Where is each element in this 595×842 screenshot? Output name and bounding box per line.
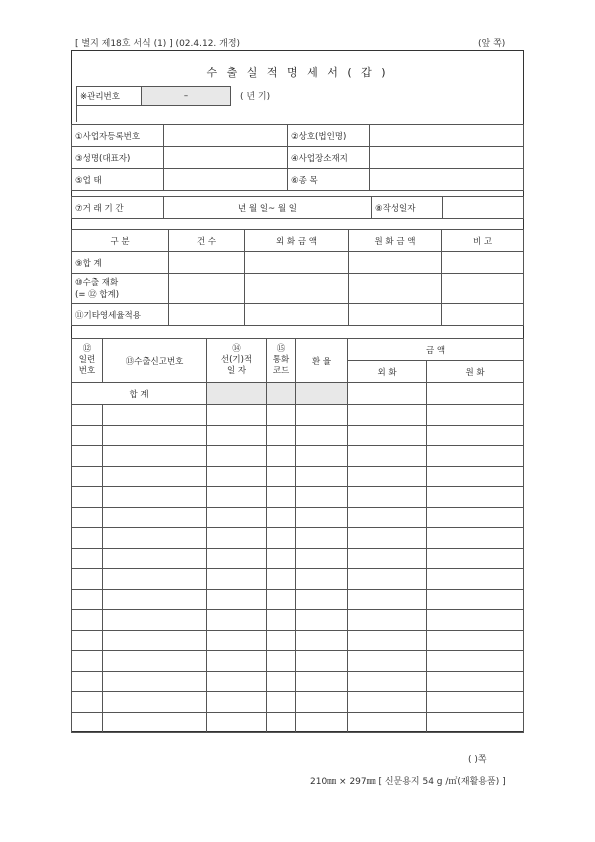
cell[interactable] [267, 487, 296, 508]
cell[interactable] [427, 528, 524, 549]
table-row [72, 548, 524, 569]
cell[interactable] [348, 383, 427, 405]
cell[interactable] [169, 252, 245, 274]
cell[interactable] [267, 548, 296, 569]
cell[interactable] [103, 507, 207, 528]
cell[interactable] [207, 528, 267, 549]
summary-header: 비 고 [442, 230, 524, 252]
cell[interactable] [427, 651, 524, 672]
cell[interactable] [348, 589, 427, 610]
cell[interactable] [348, 425, 427, 446]
cell [207, 383, 267, 405]
serial-header: ⑫ 일련 번호 [72, 339, 103, 383]
cell[interactable] [267, 446, 296, 467]
item-label: ⑥종 목 [288, 169, 370, 191]
cell[interactable] [267, 466, 296, 487]
cell[interactable] [427, 548, 524, 569]
type-field[interactable] [164, 169, 288, 191]
mgmt-table [76, 86, 231, 122]
cell[interactable] [72, 528, 103, 549]
detail-total-label: 합 계 [72, 383, 207, 405]
cell[interactable] [72, 405, 103, 426]
cell[interactable] [207, 405, 267, 426]
cell[interactable] [427, 425, 524, 446]
table-row [72, 528, 524, 549]
summary-header: 구 분 [72, 230, 169, 252]
cell[interactable] [103, 405, 207, 426]
cell[interactable] [103, 712, 207, 733]
cell[interactable] [267, 405, 296, 426]
cell[interactable] [348, 651, 427, 672]
cell[interactable] [348, 466, 427, 487]
cell[interactable] [72, 712, 103, 733]
cell[interactable] [207, 630, 267, 651]
cell[interactable] [72, 589, 103, 610]
cell[interactable] [296, 589, 348, 610]
table-row [72, 712, 524, 733]
cell[interactable] [72, 446, 103, 467]
cell[interactable] [427, 630, 524, 651]
cell[interactable] [207, 487, 267, 508]
cell[interactable] [267, 507, 296, 528]
cell[interactable] [267, 630, 296, 651]
summary-export-label [72, 274, 169, 304]
period-label: ⑦거 래 기 간 [72, 197, 164, 219]
name-label: ②상호(법인명) [288, 125, 370, 147]
cell[interactable] [348, 610, 427, 631]
table-row [72, 671, 524, 692]
cell[interactable] [267, 651, 296, 672]
cell[interactable] [72, 651, 103, 672]
cell[interactable] [207, 446, 267, 467]
cell[interactable] [72, 466, 103, 487]
cell[interactable] [103, 671, 207, 692]
cell[interactable] [427, 383, 524, 405]
form-title: 수 출 실 적 명 세 서 ( 갑 ) [206, 66, 389, 79]
cell[interactable] [296, 528, 348, 549]
export-goods-sum: (= ⑫ 합계) [75, 289, 120, 300]
cell[interactable] [103, 589, 207, 610]
cell[interactable] [348, 712, 427, 733]
cell[interactable] [103, 425, 207, 446]
cell[interactable] [296, 712, 348, 733]
cell[interactable] [72, 630, 103, 651]
cell[interactable] [103, 569, 207, 590]
cell[interactable] [427, 610, 524, 631]
table-row [72, 487, 524, 508]
cell[interactable] [267, 589, 296, 610]
type-label: ⑤업 태 [72, 169, 164, 191]
cell[interactable] [348, 569, 427, 590]
period-table [71, 196, 524, 219]
item-field[interactable] [370, 169, 524, 191]
cell[interactable] [348, 671, 427, 692]
period-field[interactable]: 년 월 일~ 월 일 [164, 197, 372, 219]
table-row [72, 466, 524, 487]
cell[interactable] [245, 304, 349, 326]
cell[interactable] [442, 304, 524, 326]
cell[interactable] [207, 569, 267, 590]
cell[interactable] [207, 425, 267, 446]
cell[interactable] [427, 487, 524, 508]
table-row [72, 610, 524, 631]
cell[interactable] [427, 589, 524, 610]
cell[interactable] [72, 425, 103, 446]
rep-field[interactable] [164, 147, 288, 169]
summary-total-label: ⑨합 계 [72, 252, 169, 274]
cell [267, 383, 296, 405]
cell[interactable] [348, 548, 427, 569]
cell[interactable] [442, 274, 524, 304]
cell[interactable] [103, 548, 207, 569]
cell[interactable] [427, 569, 524, 590]
cell[interactable] [267, 712, 296, 733]
cell[interactable] [348, 630, 427, 651]
summary-header: 외 화 금 액 [245, 230, 349, 252]
cell[interactable] [427, 671, 524, 692]
cell[interactable] [72, 569, 103, 590]
amount-header: 금 액 [348, 339, 524, 361]
cell[interactable] [207, 589, 267, 610]
form-number: [ 별지 제18호 서식 (1) ] (02.4.12. 개정) [75, 39, 241, 49]
cell[interactable] [348, 692, 427, 713]
cell[interactable] [267, 671, 296, 692]
cell[interactable] [267, 425, 296, 446]
cell[interactable] [296, 692, 348, 713]
cell[interactable] [103, 610, 207, 631]
cell[interactable] [349, 304, 442, 326]
cell[interactable] [207, 610, 267, 631]
cell[interactable] [296, 569, 348, 590]
cell[interactable] [296, 671, 348, 692]
cell[interactable] [103, 651, 207, 672]
table-row [72, 507, 524, 528]
cell[interactable] [207, 651, 267, 672]
cell[interactable] [296, 651, 348, 672]
mgmt-value[interactable]: – [142, 87, 231, 106]
cell[interactable] [296, 466, 348, 487]
cell[interactable] [267, 610, 296, 631]
address-label: ④사업장소재지 [288, 147, 370, 169]
table-row [72, 569, 524, 590]
cell[interactable] [296, 630, 348, 651]
cell[interactable] [103, 487, 207, 508]
cell [296, 383, 348, 405]
cell[interactable] [72, 487, 103, 508]
cell[interactable] [296, 425, 348, 446]
cell[interactable] [207, 548, 267, 569]
cell[interactable] [427, 712, 524, 733]
export-goods: ⑩수출 재화 [75, 277, 119, 288]
cell[interactable] [296, 610, 348, 631]
cell[interactable] [296, 487, 348, 508]
cell[interactable] [72, 507, 103, 528]
cell[interactable] [427, 507, 524, 528]
page-side: (앞 쪽) [478, 39, 506, 49]
table-row [72, 405, 524, 426]
cell[interactable] [169, 274, 245, 304]
cell[interactable] [72, 548, 103, 569]
cell[interactable] [427, 692, 524, 713]
cell[interactable] [349, 274, 442, 304]
cell[interactable] [296, 446, 348, 467]
cell[interactable] [427, 466, 524, 487]
cell[interactable] [207, 671, 267, 692]
rep-label: ③성명(대표자) [72, 147, 164, 169]
cell[interactable] [245, 252, 349, 274]
cell[interactable] [296, 548, 348, 569]
table-row [72, 630, 524, 651]
cell[interactable] [72, 671, 103, 692]
cell[interactable] [267, 569, 296, 590]
cell[interactable] [103, 446, 207, 467]
paper-spec: 210㎜ × 297㎜ [ 신문용지 54 g /㎡(재활용품) ] [310, 777, 506, 787]
cell[interactable] [427, 405, 524, 426]
cell[interactable] [267, 528, 296, 549]
decl-header: ⑬수출신고번호 [103, 339, 207, 383]
summary-header: 건 수 [169, 230, 245, 252]
cell[interactable] [103, 630, 207, 651]
cell[interactable] [348, 487, 427, 508]
cell[interactable] [103, 528, 207, 549]
cell[interactable] [207, 712, 267, 733]
biz-no-label: ①사업자등록번호 [72, 125, 164, 147]
cell[interactable] [348, 446, 427, 467]
cell[interactable] [72, 610, 103, 631]
cell[interactable] [442, 252, 524, 274]
cell[interactable] [348, 405, 427, 426]
cell[interactable] [296, 405, 348, 426]
cell[interactable] [103, 692, 207, 713]
biz-no-field[interactable] [164, 125, 288, 147]
name-field[interactable] [370, 125, 524, 147]
cell[interactable] [72, 692, 103, 713]
cell[interactable] [207, 466, 267, 487]
cell[interactable] [348, 528, 427, 549]
cell[interactable] [267, 692, 296, 713]
detail-table [71, 338, 524, 733]
cell[interactable] [296, 507, 348, 528]
date-label: ⑧작성일자 [372, 197, 443, 219]
page-count: ( )쪽 [468, 755, 487, 765]
ship-date-header: ⑭ 선(기)적 일 자 [207, 339, 267, 383]
address-field[interactable] [370, 147, 524, 169]
summary-header: 원 화 금 액 [349, 230, 442, 252]
tax-period: ( 년 기) [240, 92, 271, 102]
won-header: 원 화 [427, 361, 524, 383]
cell[interactable] [207, 507, 267, 528]
table-row [72, 692, 524, 713]
cell[interactable] [348, 507, 427, 528]
cell[interactable] [245, 274, 349, 304]
cell[interactable] [427, 446, 524, 467]
info-table [71, 124, 524, 191]
table-row [72, 425, 524, 446]
table-row [72, 589, 524, 610]
cell[interactable] [349, 252, 442, 274]
foreign-header: 외 화 [348, 361, 427, 383]
cell[interactable] [103, 466, 207, 487]
mgmt-label: ※관리번호 [77, 87, 142, 106]
table-row [72, 651, 524, 672]
cell[interactable] [169, 304, 245, 326]
cell[interactable] [207, 692, 267, 713]
summary-table [71, 229, 524, 326]
table-row [72, 446, 524, 467]
date-field[interactable] [443, 197, 524, 219]
rate-header: 환 율 [296, 339, 348, 383]
summary-other-label: ⑪기타영세율적용 [72, 304, 169, 326]
currency-header: ⑮ 통화 코드 [267, 339, 296, 383]
